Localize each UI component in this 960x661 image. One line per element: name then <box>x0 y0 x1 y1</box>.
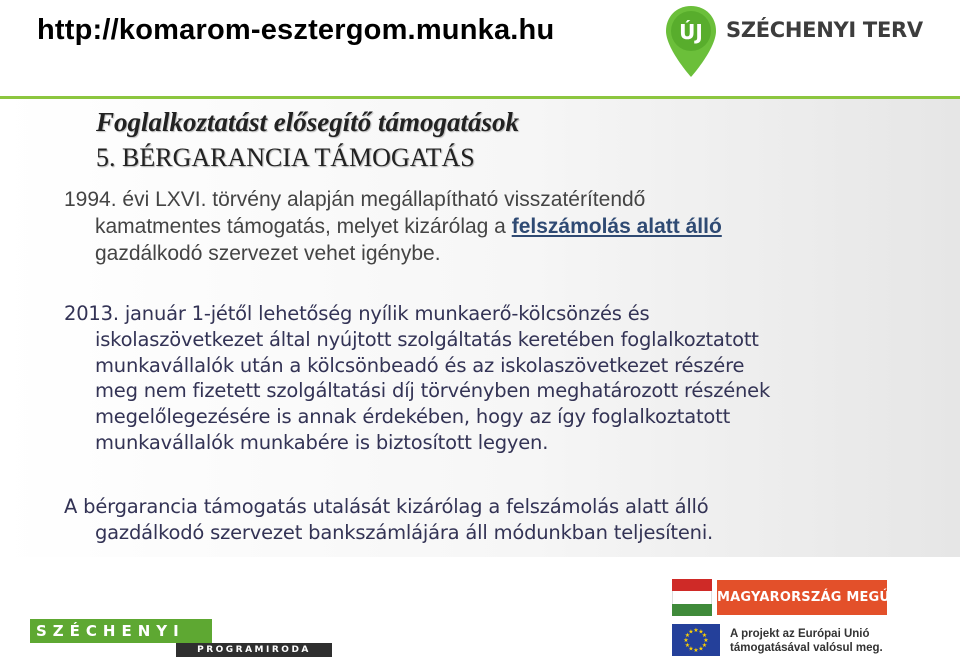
svg-text:★: ★ <box>684 632 691 639</box>
flag-stripe-green <box>672 604 712 616</box>
szechenyi-programiroda-logo <box>30 619 311 655</box>
text-line: megelőlegezésére is annak érdekében, hogy az így foglalkoztatott <box>95 405 731 429</box>
svg-text:★: ★ <box>693 647 699 654</box>
text-line: gazdálkodó szervezet bankszámlájára áll módunkban teljesíteni. <box>95 520 714 544</box>
flag-stripe-white <box>672 591 712 603</box>
szechenyi-terv-logo <box>663 4 923 84</box>
slide-footer <box>0 557 960 661</box>
text-line: munkavállalók után a kölcsönbeadó és az iskolaszövetkezet részére <box>95 353 745 377</box>
site-url: http://komarom-esztergom.munka.hu <box>37 14 555 46</box>
eu-stars-icon <box>672 624 720 656</box>
uj-mark: ÚJ <box>679 20 703 44</box>
hungarian-flag-icon <box>672 579 712 616</box>
text-line: gazdálkodó szervezet vehet igénybe. <box>95 242 441 265</box>
uj-pin-icon <box>663 4 719 80</box>
slide-subtitle: 5. BÉRGARANCIA TÁMOGATÁS <box>96 143 475 172</box>
svg-text:★: ★ <box>701 632 708 639</box>
eu-text-line: A projekt az Európai Unió <box>730 628 870 640</box>
text-line: iskolaszövetkezet által nyújtott szolgáltatás keretében foglalkoztatott <box>95 327 759 351</box>
flag-stripe-red <box>672 579 712 591</box>
eu-text-line: támogatásával valósul meg. <box>730 642 883 654</box>
eu-support-text <box>730 627 883 655</box>
szechenyi-wordmark: SZÉCHENYI <box>30 619 188 643</box>
slide-header <box>0 0 960 96</box>
text-line: 2013. január 1-jétől lehetőség nyílik munkaerő-kölcsönzés és <box>64 302 650 325</box>
emphasis-link: felszámolás alatt álló <box>511 215 722 238</box>
paragraph-2013 <box>64 301 934 456</box>
svg-text:★: ★ <box>698 628 704 636</box>
svg-text:★: ★ <box>701 642 708 649</box>
text-line: 1994. évi LXVI. törvény alapján megállapítható visszatérítendő <box>64 188 646 211</box>
text-line: munkavállalók munkabére is biztosított legyen. <box>95 430 549 454</box>
slide-content <box>0 99 960 557</box>
programiroda-label: PROGRAMIRODA <box>176 643 332 657</box>
brand-name: SZÉCHENYI TERV <box>726 18 923 42</box>
svg-text:★: ★ <box>703 637 709 644</box>
svg-text:★: ★ <box>693 627 699 634</box>
paragraph-payment <box>64 494 934 546</box>
text-line: A bérgarancia támogatás utalását kizárólag a felszámolás alatt álló <box>64 495 709 518</box>
svg-text:★: ★ <box>688 645 694 653</box>
svg-text:★: ★ <box>688 628 694 636</box>
text-line: meg nem fizetett szolgáltatási díj törvényben meghatározott részének <box>95 379 771 403</box>
paragraph-legal-basis <box>64 186 924 267</box>
svg-text:★: ★ <box>684 642 691 649</box>
eu-flag-icon <box>672 624 720 656</box>
svg-text:★: ★ <box>683 637 689 644</box>
text-line <box>64 213 924 240</box>
svg-text:★: ★ <box>698 645 704 653</box>
text-span: kamatmentes támogatás, melyet kizárólag a <box>95 215 512 238</box>
logo-square <box>188 619 212 643</box>
slide-title: Foglalkoztatást elősegítő támogatások <box>96 107 520 137</box>
mm-banner: MAGYARORSZÁG MEGÚJUL <box>717 580 887 615</box>
